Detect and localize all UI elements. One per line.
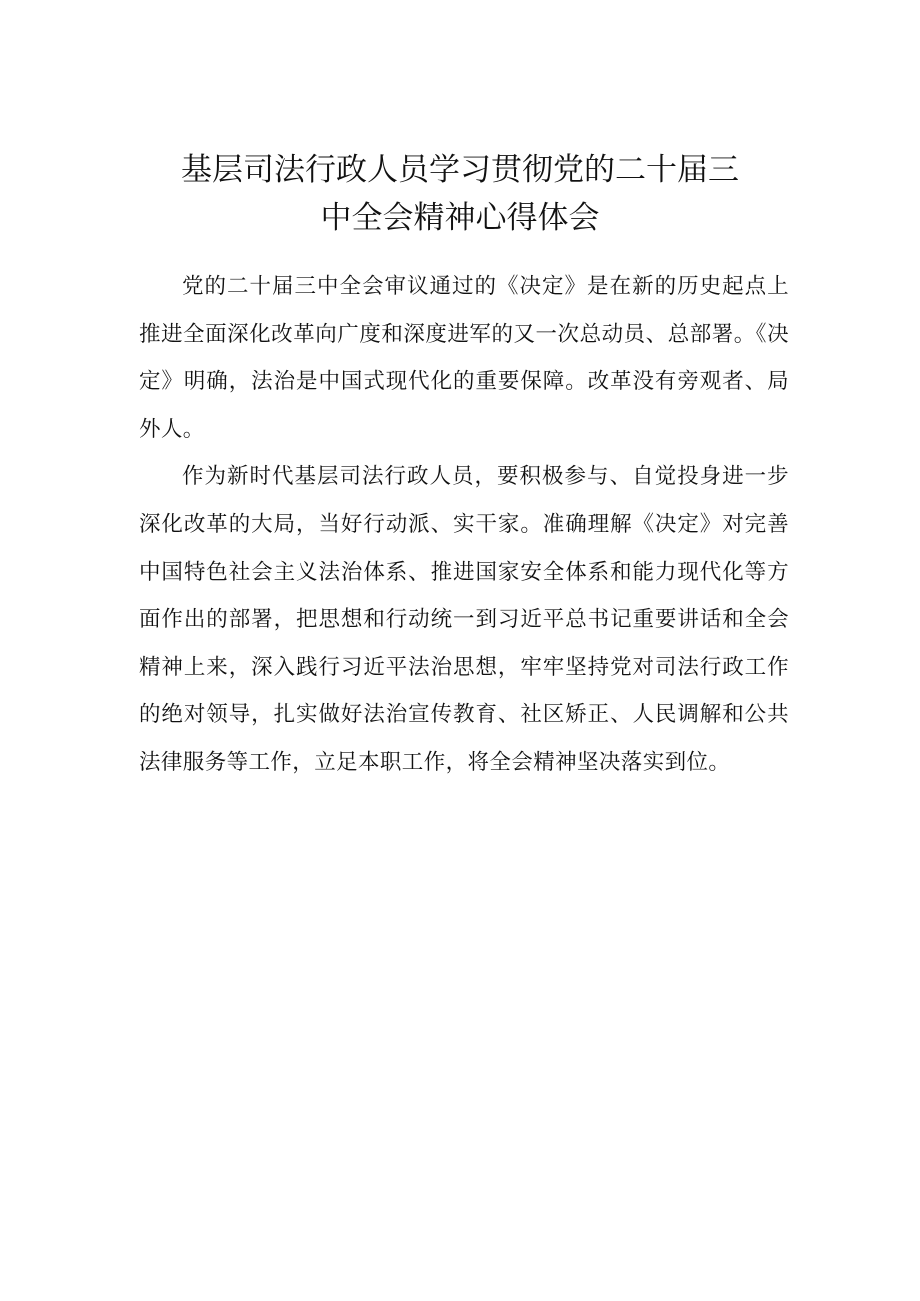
document-title — [120, 146, 800, 242]
paragraph-2: 作为新时代基层司法行政人员，要积极参与、自觉投身进一步深化改革的大局，当好行动派、实干家。准确理解《决定》对完善中国特色社会主义法治体系、推进国家安全体系和能力现代化等方面作出的部署，把思想和行动统一到习近平总书记重要讲话和全会精神上来，深入践行习近平法治思想，牢牢坚持党对司法行政工作的绝对领导，扎实做好法治宣传教育、社区矫正、人民调解和公共法律服务等工作，立足本职工作，将全会精神坚决落实到位。 — [139, 464, 789, 775]
document-title-line-2: 中全会精神心得体会 — [320, 200, 600, 236]
document-title-line-1: 基层司法行政人员学习贯彻党的二十届三 — [181, 152, 739, 188]
document-body — [139, 263, 789, 787]
paragraph-1: 党的二十届三中全会审议通过的《决定》是在新的历史起点上推进全面深化改革向广度和深度进军的又一次总动员、总部署。《决定》明确，法治是中国式现代化的重要保障。改革没有旁观者、局外人。 — [139, 274, 789, 442]
